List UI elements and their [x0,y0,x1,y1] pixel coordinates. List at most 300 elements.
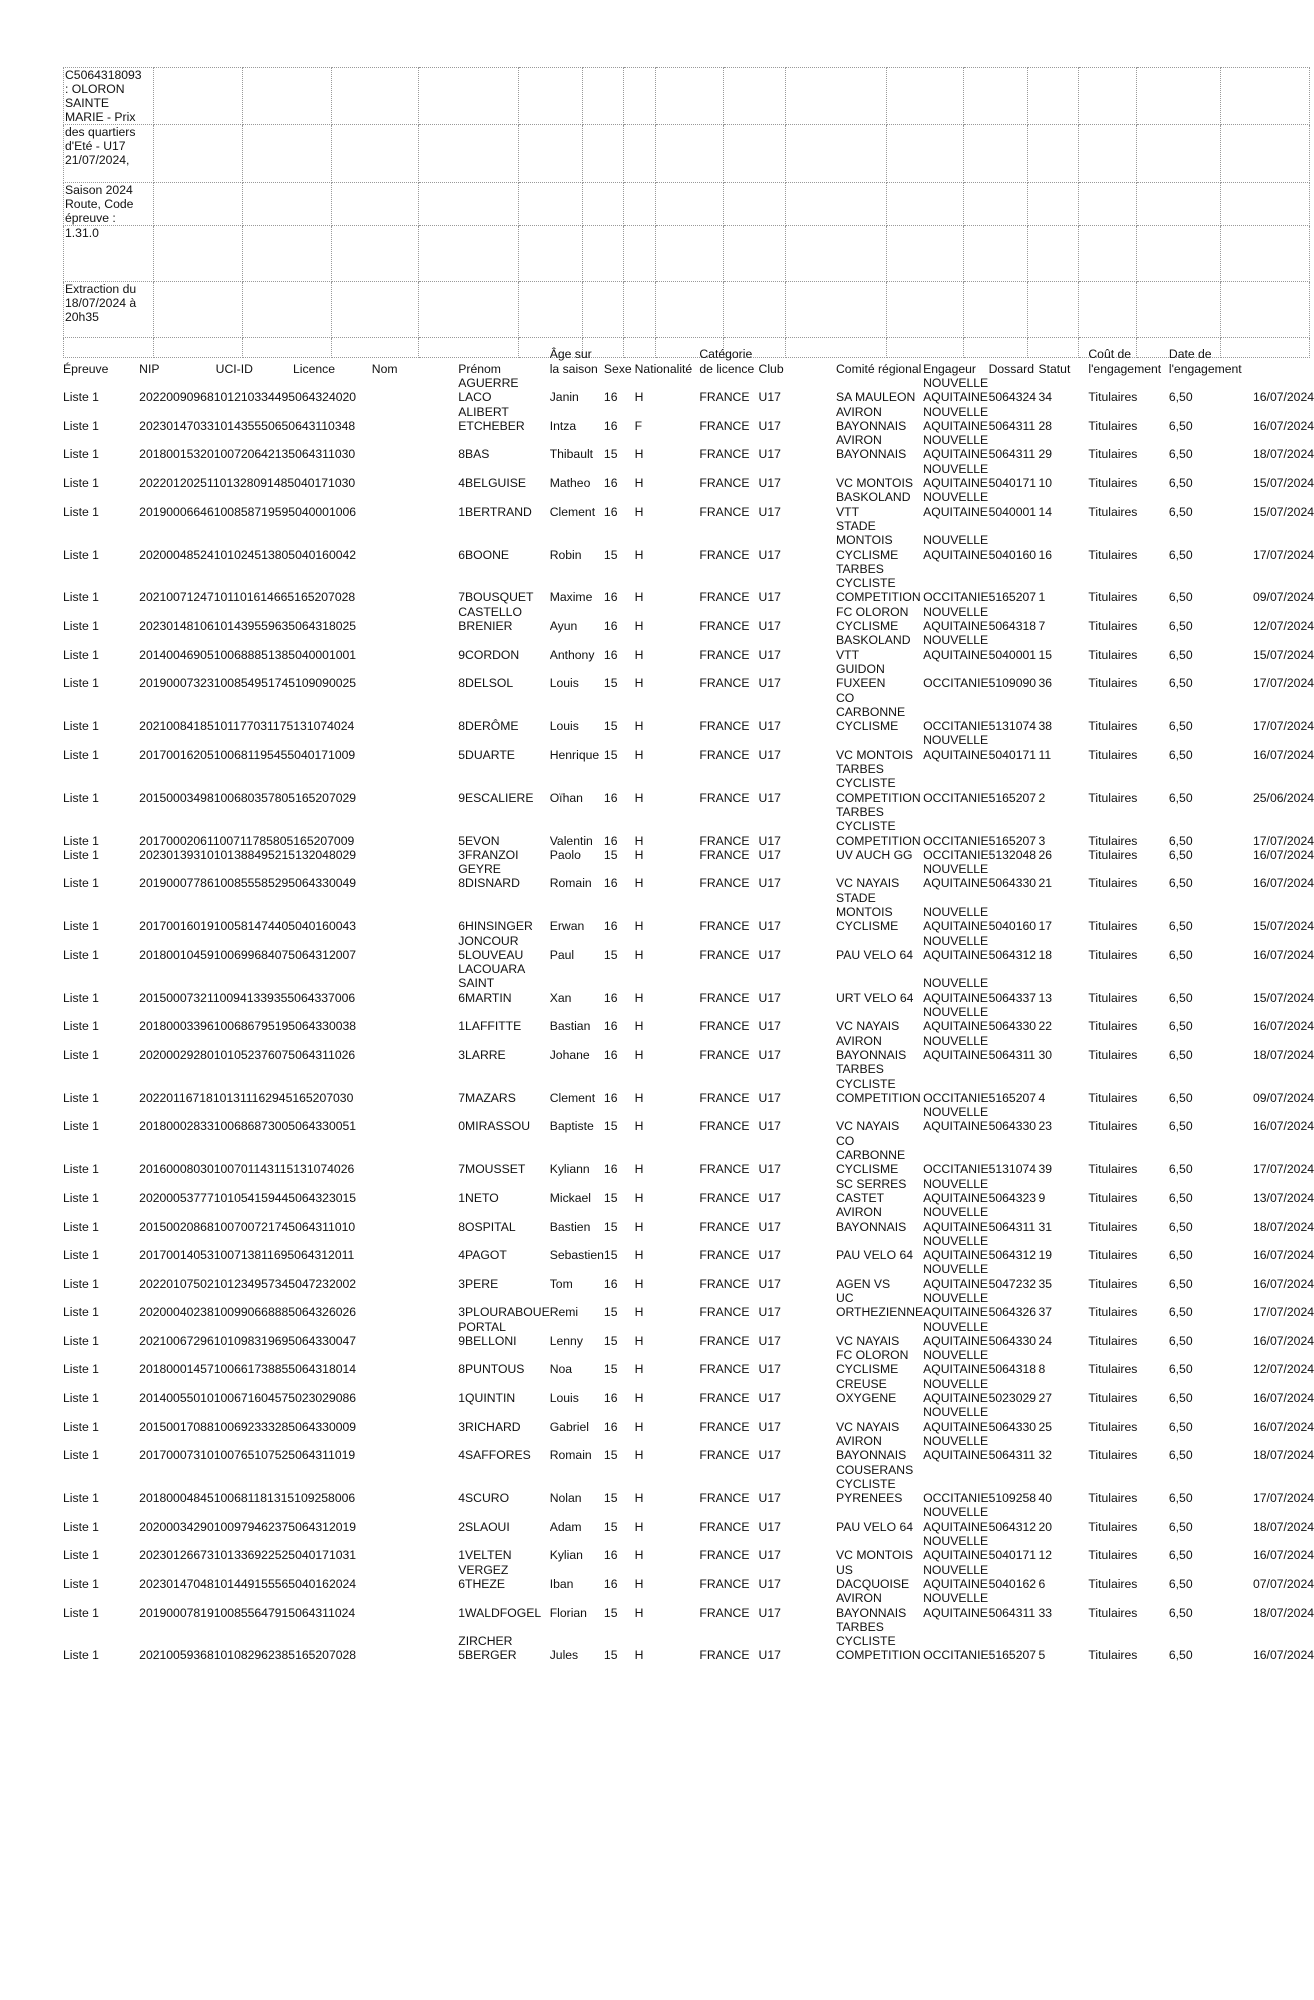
cell-dossard: 13 [1038,990,1053,1005]
cell-date: 09/07/2024 [1253,1090,1314,1105]
cell-age: 16 [603,1019,618,1034]
event-info-cell [64,68,154,125]
col-header-statut: Statut [1038,361,1071,376]
cell-dossard: 36 [1038,676,1053,691]
cell-date: 16/07/2024 [1253,418,1314,433]
cell-age: 15 [603,676,618,691]
cell-engageur: 5040171 [988,476,1037,491]
cell-comite: OCCITANIE [923,590,989,605]
cell-nom: 9ESCALIERE [458,790,534,805]
cell-comite: NOUVELLE AQUITAINE [923,933,989,962]
cell-categorie: U17 [758,647,781,662]
cell-sexe: H [634,1248,644,1263]
cell-cout: 6,50 [1168,790,1193,805]
cell-statut: Titulaires [1088,647,1138,662]
cell-nom: 5DUARTE [458,747,515,762]
cell-age: 16 [603,619,618,634]
cell-categorie: U17 [758,919,781,934]
cell-age: 15 [603,947,618,962]
cell-dossard: 21 [1038,876,1053,891]
cell-club: TARBES CYCLISTE COMPETITION [836,561,921,605]
empty-grid-cell [519,68,583,125]
cell-prenom: Xan [549,990,572,1005]
table-row [63,805,1314,848]
cell-categorie: U17 [758,790,781,805]
empty-grid-cell [786,68,887,125]
cell-dossard: 17 [1038,919,1053,934]
cell-prenom: Anthony [549,647,595,662]
cell-nip-uci-licence: 20190007786100855585295064330049 [139,876,357,891]
cell-categorie: U17 [758,1119,781,1134]
cell-comite: NOUVELLE AQUITAINE [923,604,989,634]
event-info-line: d'Eté - U17 [65,139,126,153]
cell-epreuve: Liste 1 [63,504,99,519]
cell-nom: 9CORDON [458,647,520,662]
cell-nationalite: FRANCE [699,1219,750,1234]
empty-grid-cell [656,183,724,226]
cell-nom: 1WALDFOGEL [458,1605,542,1620]
cell-nationalite: FRANCE [699,747,750,762]
cell-prenom: Louis [549,676,579,691]
table-row [63,891,1314,934]
empty-grid-cell [1079,68,1137,125]
cell-nationalite: FRANCE [699,1419,750,1434]
cell-engageur: 5040160 [988,919,1037,934]
cell-sexe: H [634,833,644,848]
cell-nip-uci-licence: 20230147048101449155565040162024 [139,1576,357,1591]
cell-nom: 7BOUSQUET [458,590,534,605]
cell-nationalite: FRANCE [699,847,750,862]
cell-club: TARBES CYCLISTE COMPETITION [836,1619,921,1663]
cell-engageur: 5040001 [988,647,1037,662]
empty-grid-cell [154,183,243,226]
cell-cout: 6,50 [1168,847,1193,862]
cell-statut: Titulaires [1088,1119,1138,1134]
cell-categorie: U17 [758,1448,781,1463]
cell-nom: 3RICHARD [458,1419,521,1434]
cell-dossard: 19 [1038,1248,1053,1263]
cell-engageur: 5131074 [988,719,1037,734]
cell-dossard: 26 [1038,847,1053,862]
cell-comite: NOUVELLE AQUITAINE [923,1591,989,1620]
cell-dossard: 8 [1038,1362,1046,1377]
cell-nip-uci-licence: 20220120251101328091485040171030 [139,476,356,491]
cell-date: 12/07/2024 [1253,619,1314,634]
cell-dossard: 22 [1038,1019,1053,1034]
cell-nationalite: FRANCE [699,990,750,1005]
cell-prenom: Jules [549,1648,579,1663]
cell-age: 16 [603,647,618,662]
cell-age: 16 [603,790,618,805]
cell-age: 15 [603,1605,618,1620]
cell-statut: Titulaires [1088,876,1138,891]
cell-cout: 6,50 [1168,1276,1193,1291]
cell-club: STADE MONTOIS CYCLISME [836,518,899,562]
table-row [63,1463,1314,1506]
cell-sexe: H [634,947,644,962]
cell-age: 16 [603,590,618,605]
cell-age: 15 [603,1519,618,1534]
cell-engageur: 5064312 [988,1248,1037,1263]
cell-nom: 1BERTRAND [458,504,532,519]
cell-sexe: H [634,1090,644,1105]
cell-statut: Titulaires [1088,1305,1138,1320]
cell-statut: Titulaires [1088,1648,1138,1663]
table-row [63,1591,1314,1620]
cell-statut: Titulaires [1088,1333,1138,1348]
cell-cout: 6,50 [1168,1219,1193,1234]
cell-club: PAU VELO 64 [836,1248,913,1263]
cell-prenom: Louis [549,1391,579,1406]
table-row [63,633,1314,662]
cell-date: 16/07/2024 [1253,1391,1314,1406]
cell-engageur: 5040171 [988,747,1037,762]
col-header-dossard: Dossard [988,361,1034,376]
cell-nationalite: FRANCE [699,1576,750,1591]
cell-club: PAU VELO 64 [836,1519,913,1534]
col-header-comite: Comité régional [836,361,922,376]
cell-age: 16 [603,1548,618,1563]
cell-engageur: 5023029 [988,1391,1037,1406]
cell-epreuve: Liste 1 [63,390,99,405]
cell-nom: 4PAGOT [458,1248,507,1263]
cell-nom: 3PERE [458,1276,499,1291]
table-row [63,1348,1314,1377]
cell-club: TARBES CYCLISTE COMPETITION [836,762,921,805]
cell-nip-uci-licence: 20150007321100941339355064337006 [139,990,356,1005]
cell-engageur: 5040162 [988,1576,1037,1591]
empty-grid-cell [887,183,964,226]
cell-statut: Titulaires [1088,1448,1138,1463]
cell-engageur: 5165207 [988,790,1037,805]
empty-grid-cell [1028,125,1079,183]
cell-age: 15 [603,1219,618,1234]
cell-sexe: H [634,1047,644,1062]
empty-grid-cell [419,183,519,226]
cell-statut: Titulaires [1088,1605,1138,1620]
cell-nom: 4BELGUISE [458,476,527,491]
cell-cout: 6,50 [1168,919,1193,934]
cell-cout: 6,50 [1168,418,1193,433]
cell-club: UV AUCH GG [836,847,913,862]
cell-cout: 6,50 [1168,947,1193,962]
cell-engageur: 5064324 [988,390,1037,405]
cell-nip-uci-licence: 20170002061100711785805165207009 [139,833,355,848]
cell-club: US DACQUOISE [836,1562,910,1591]
cell-epreuve: Liste 1 [63,1019,99,1034]
cell-club: COUSERANS CYCLISTE PYRENEES [836,1462,914,1506]
cell-epreuve: Liste 1 [63,1362,99,1377]
cell-dossard: 10 [1038,476,1053,491]
cell-age: 15 [603,1190,618,1205]
table-row [63,962,1314,1005]
cell-sexe: H [634,1419,644,1434]
cell-statut: Titulaires [1088,1219,1138,1234]
table-row [63,862,1314,891]
cell-nationalite: FRANCE [699,1162,750,1177]
cell-nip-uci-licence: 20230139310101388495215132048029 [139,847,357,862]
table-row [63,848,1314,862]
cell-club: FC OLORON CYCLISME [836,604,909,634]
cell-age: 15 [603,719,618,734]
cell-cout: 6,50 [1168,390,1193,405]
col-header-club: Club [758,361,784,376]
cell-nationalite: FRANCE [699,447,750,462]
cell-prenom: Louis [549,719,579,734]
cell-prenom: Bastien [549,1219,591,1234]
cell-cout: 6,50 [1168,647,1193,662]
cell-club: BASKOLAND VTT [836,490,911,519]
cell-engageur: 5165207 [988,1090,1037,1105]
cell-nip-uci-licence: 20230147033101435550650643110348 [139,418,356,433]
entries-table [63,326,1314,1663]
cell-epreuve: Liste 1 [63,1090,99,1105]
cell-nom: 1QUINTIN [458,1391,516,1406]
cell-prenom: Erwan [549,919,585,934]
cell-prenom: Henrique [549,747,600,762]
cell-nationalite: FRANCE [699,1047,750,1062]
cell-comite: NOUVELLE AQUITAINE [923,1291,989,1320]
cell-club: AVIRON BAYONNAIS [836,433,907,462]
table-row [63,376,1314,405]
cell-sexe: H [634,1305,644,1320]
cell-statut: Titulaires [1088,1491,1138,1506]
cell-categorie: U17 [758,504,781,519]
col-header-nationalite: Nationalité [634,361,693,376]
cell-categorie: U17 [758,1162,781,1177]
header-grid-row [64,68,1310,125]
cell-statut: Titulaires [1088,1548,1138,1563]
cell-nationalite: FRANCE [699,1548,750,1563]
cell-club: FC OLORON CYCLISME [836,1348,909,1377]
cell-comite: NOUVELLE AQUITAINE [923,733,989,762]
table-row [63,1620,1314,1663]
cell-engageur: 5040171 [988,1548,1037,1563]
cell-engageur: 5064311 [988,1605,1036,1620]
cell-statut: Titulaires [1088,790,1138,805]
cell-categorie: U17 [758,847,781,862]
cell-date: 17/07/2024 [1253,1491,1314,1506]
cell-club: BASKOLAND VTT [836,633,911,662]
cell-cout: 6,50 [1168,1090,1193,1105]
cell-statut: Titulaires [1088,947,1138,962]
cell-categorie: U17 [758,447,781,462]
cell-cout: 6,50 [1168,1119,1193,1134]
empty-grid-cell [887,226,964,282]
cell-cout: 6,50 [1168,1419,1193,1434]
cell-cout: 6,50 [1168,676,1193,691]
empty-grid-cell [332,183,419,226]
table-row [63,1005,1314,1034]
empty-grid-cell [1137,183,1221,226]
cell-nationalite: FRANCE [699,1648,750,1663]
cell-prenom: Tom [549,1276,573,1291]
cell-nom: 8OSPITAL [458,1219,516,1234]
cell-sexe: H [634,476,644,491]
cell-statut: Titulaires [1088,1190,1138,1205]
event-info-line: 18/07/2024 à [65,296,137,310]
cell-comite: NOUVELLE AQUITAINE [923,1033,989,1062]
table-row [63,1505,1314,1534]
col-header-date: Date de l'engagement [1168,347,1242,376]
table-row [63,1534,1314,1563]
cell-engageur: 5064326 [988,1305,1037,1320]
cell-sexe: H [634,747,644,762]
table-row [63,1262,1314,1291]
cell-nationalite: FRANCE [699,1019,750,1034]
cell-club: AVIRON BAYONNAIS [836,1205,907,1234]
cell-engageur: 5131074 [988,1162,1037,1177]
cell-cout: 6,50 [1168,447,1193,462]
table-row [63,562,1314,605]
cell-categorie: U17 [758,1419,781,1434]
cell-nip-uci-licence: 20140046905100688851385040001001 [139,647,357,662]
cell-nom: 6BOONE [458,547,510,562]
event-info-cell [64,183,154,226]
cell-dossard: 38 [1038,719,1053,734]
cell-club: AVIRON BAYONNAIS [836,404,907,433]
cell-age: 16 [603,1276,618,1291]
empty-grid-cell [624,125,656,183]
cell-club: UC ORTHEZIENNE [836,1291,924,1320]
cell-prenom: Remi [549,1305,579,1320]
table-row [63,1105,1314,1134]
table-row [63,1205,1314,1234]
cell-sexe: H [634,1362,644,1377]
cell-engageur: 5064318 [988,1362,1037,1377]
cell-engageur: 5064318 [988,619,1037,634]
cell-epreuve: Liste 1 [63,919,99,934]
empty-grid-cell [1221,125,1310,183]
empty-grid-cell [419,125,519,183]
empty-grid-cell [724,183,786,226]
cell-statut: Titulaires [1088,590,1138,605]
cell-dossard: 28 [1038,418,1053,433]
cell-nip-uci-licence: 20210071247101101614665165207028 [139,590,356,605]
cell-categorie: U17 [758,947,781,962]
cell-epreuve: Liste 1 [63,1605,99,1620]
cell-prenom: Maxime [549,590,593,605]
cell-club: VC NAYAIS [836,876,900,891]
cell-cout: 6,50 [1168,1448,1193,1463]
cell-nip-uci-licence: 20210059368101082962385165207028 [139,1648,357,1663]
table-row [63,433,1314,462]
col-header-nip: NIP [139,361,160,376]
cell-date: 17/07/2024 [1253,1162,1314,1177]
cell-sexe: H [634,1491,644,1506]
cell-statut: Titulaires [1088,547,1138,562]
cell-comite: NOUVELLE AQUITAINE [923,633,989,662]
cell-age: 16 [603,1419,618,1434]
cell-cout: 6,50 [1168,1576,1193,1591]
cell-epreuve: Liste 1 [63,1119,99,1134]
cell-comite: NOUVELLE AQUITAINE [923,490,989,519]
empty-grid-cell [964,125,1028,183]
cell-sexe: H [634,504,644,519]
cell-nom: 8PUNTOUS [458,1362,525,1377]
table-row [63,1134,1314,1177]
cell-nationalite: FRANCE [699,1248,750,1263]
cell-nom: 7MOUSSET [458,1162,526,1177]
cell-nom: 6HINSINGER [458,919,533,934]
cell-club: AVIRON BAYONNAIS [836,1433,907,1463]
cell-age: 15 [603,1248,618,1263]
cell-nationalite: FRANCE [699,833,750,848]
cell-nip-uci-licence: 20190006646100858719595040001006 [139,504,357,519]
cell-prenom: Robin [549,547,582,562]
cell-epreuve: Liste 1 [63,1333,99,1348]
cell-comite: NOUVELLE AQUITAINE [923,1562,989,1591]
cell-nip-uci-licence: 20140055010100671604575023029086 [139,1391,357,1406]
cell-age: 16 [603,504,618,519]
cell-sexe: H [634,1276,644,1291]
cell-dossard: 6 [1038,1576,1046,1591]
cell-categorie: U17 [758,1648,781,1663]
cell-date: 16/07/2024 [1253,390,1314,405]
table-row [63,462,1314,491]
cell-nom: 2SLAOUI [458,1519,510,1534]
cell-engageur: 5165207 [988,590,1037,605]
col-header-categorie: Catégorie de licence [699,347,755,376]
cell-cout: 6,50 [1168,876,1193,891]
cell-comite: OCCITANIE [923,847,989,862]
empty-grid-cell [964,183,1028,226]
cell-statut: Titulaires [1088,1047,1138,1062]
cell-cout: 6,50 [1168,1019,1193,1034]
cell-categorie: U17 [758,990,781,1005]
cell-dossard: 12 [1038,1548,1053,1563]
cell-nationalite: FRANCE [699,1090,750,1105]
col-header-uci-id: UCI-ID [215,361,253,376]
cell-cout: 6,50 [1168,476,1193,491]
event-info-line: : OLORON [65,82,125,96]
cell-nip-uci-licence: 20230148106101439559635064318025 [139,619,357,634]
cell-nom: 4SCURO [458,1491,510,1506]
cell-date: 12/07/2024 [1253,1362,1314,1377]
table-row [63,934,1314,963]
cell-nom: 8DELSOL [458,676,514,691]
cell-engageur: 5165207 [988,1648,1037,1663]
cell-engageur: 5064330 [988,1019,1037,1034]
cell-sexe: H [634,1519,644,1534]
cell-date: 18/07/2024 [1253,1519,1314,1534]
cell-age: 16 [603,833,618,848]
cell-epreuve: Liste 1 [63,1248,99,1263]
cell-date: 16/07/2024 [1253,1248,1314,1263]
cell-prenom: Adam [549,1519,582,1534]
cell-sexe: H [634,447,644,462]
cell-nip-uci-licence: 20180001457100661738855064318014 [139,1362,357,1377]
empty-grid-cell [243,125,332,183]
cell-statut: Titulaires [1088,1576,1138,1591]
cell-dossard: 27 [1038,1391,1053,1406]
cell-nom: ALIBERT ETCHEBER [458,404,525,433]
cell-categorie: U17 [758,1519,781,1534]
cell-epreuve: Liste 1 [63,647,99,662]
cell-club: VC MONTOIS [836,747,913,762]
cell-categorie: U17 [758,1047,781,1062]
cell-sexe: H [634,1219,644,1234]
empty-grid-cell [154,226,243,282]
col-header-nom: Nom [371,361,398,376]
cell-sexe: H [634,1548,644,1563]
table-row [63,605,1314,634]
cell-club: CREUSE OXYGENE [836,1376,897,1406]
cell-dossard: 9 [1038,1190,1046,1205]
cell-club: TARBES CYCLISTE COMPETITION [836,1062,921,1105]
cell-nip-uci-licence: 20150017088100692333285064330009 [139,1419,357,1434]
empty-grid-cell [786,183,887,226]
